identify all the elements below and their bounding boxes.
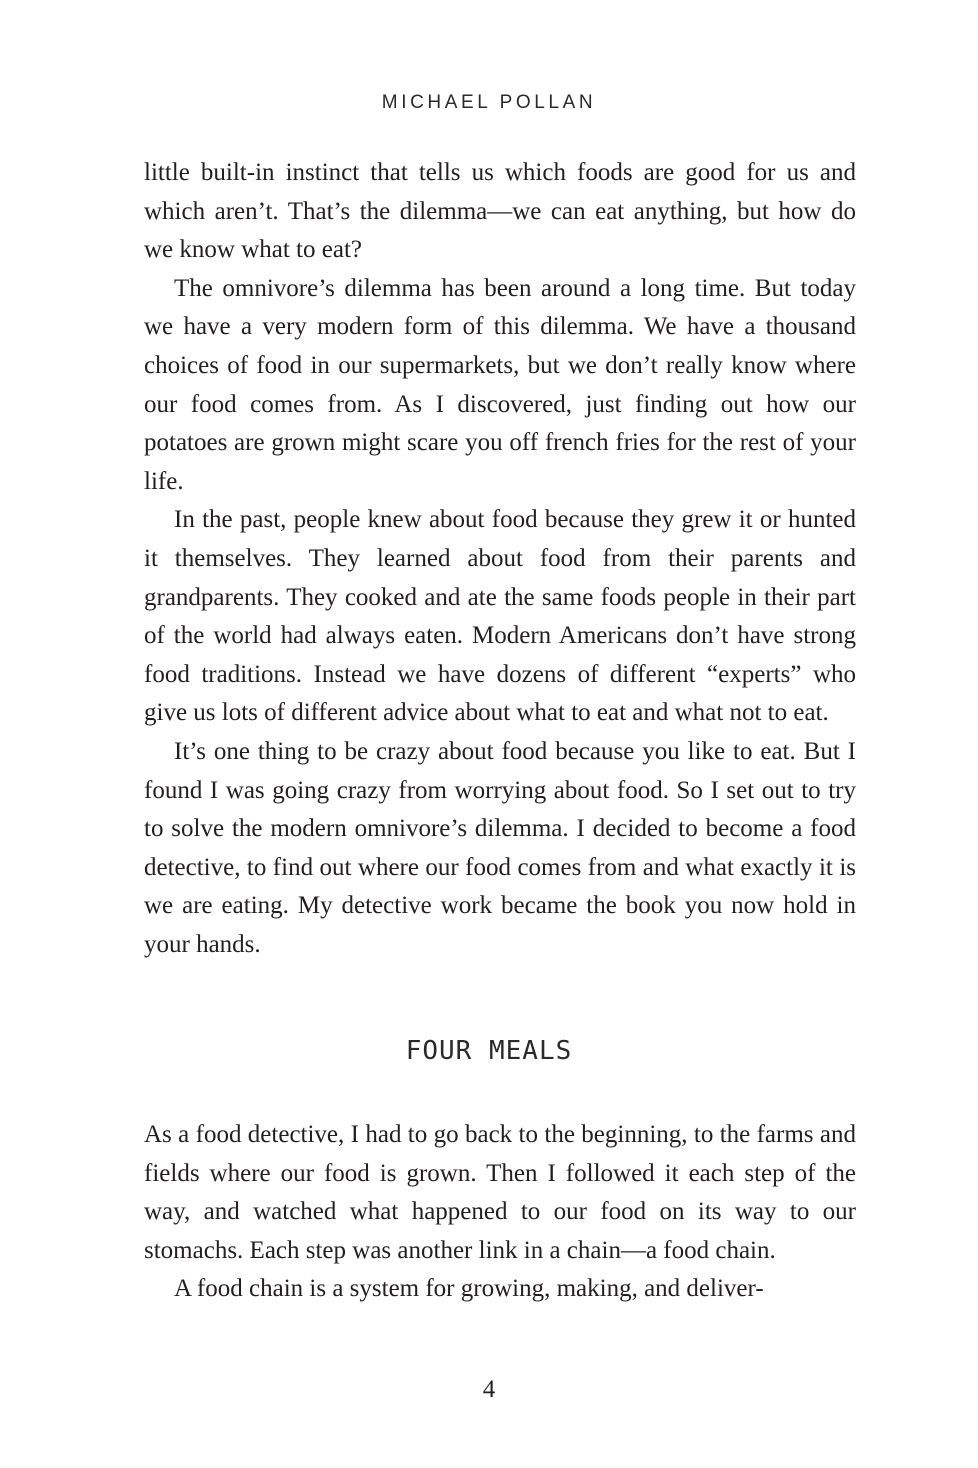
body-text-after-heading: [144, 1116, 856, 1309]
paragraph-5: As a food detective, I had to go back to the beginning, to the farms and fields where our food is grown. Then I followed it each step of the way, and watched what happened to our food on its way to our stomachs. Each step was another link in a chain—a food chain.: [144, 1121, 856, 1264]
paragraph-1: little built-in instinct that tells us which foods are good for us and which aren’t. That’s the dilemma—we can eat anything, but how do we know what to eat?: [144, 159, 856, 264]
paragraph-3: In the past, people knew about food because they grew it or hunted it themselves. They learned about food from their parents and grandparents. They cooked and ate the same foods people in their part of the world had always eaten. Modern Americans don’t have strong food traditions. Instead we have dozens of different “experts” who give us lots of different advice about what to eat and what not to eat.: [144, 506, 856, 727]
paragraph-6: A food chain is a system for growing, making, and deliver-: [174, 1275, 764, 1303]
body-text-before-heading: [144, 154, 856, 964]
running-head: MICHAEL POLLAN: [381, 92, 597, 113]
paragraph-4: It’s one thing to be crazy about food because you like to eat. But I found I was going crazy from worrying about food. So I set out to try to solve the modern omnivore’s dilemma. I decided to become a food detective, to find out where our food comes from and what exactly it is we are eating. My detective work became the book you now hold in your hands.: [144, 737, 856, 958]
paragraph-2: The omnivore’s dilemma has been around a long time. But today we have a very modern form of this dilemma. We have a thousand choices of food in our supermarkets, but we don’t really know where our food comes from. As I discovered, just finding out how our potatoes are grown might scare you off french fries for the rest of your life.: [144, 274, 856, 495]
page-number: 4: [482, 1376, 496, 1403]
section-heading: FOUR MEALS: [405, 1036, 573, 1066]
